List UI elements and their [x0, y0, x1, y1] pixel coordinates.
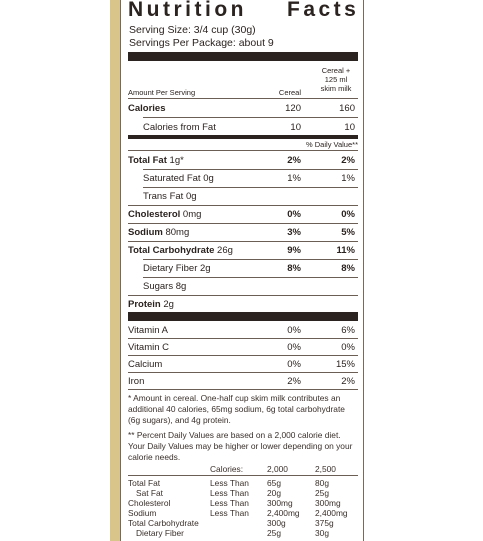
cholesterol-cereal-dv: 0%	[287, 209, 301, 220]
vitamin-a-cereal: 0%	[287, 325, 301, 336]
nutrient-name: Saturated Fat	[143, 173, 201, 184]
dv-row-name: Cholesterol	[128, 498, 171, 508]
dv-row-name: Sat Fat	[136, 488, 163, 498]
divider	[143, 169, 358, 170]
title-facts: Facts	[287, 0, 360, 21]
vitamin-c-cereal: 0%	[287, 342, 301, 353]
divider	[128, 241, 358, 242]
nutrient-amount: 26g	[217, 245, 233, 256]
col-header-milk-line3: skim milk	[320, 84, 352, 93]
nutrient-row-sodium	[128, 227, 189, 238]
nutrient-name: Trans Fat	[143, 191, 184, 202]
dv-row-2000: 300g	[267, 518, 286, 528]
iron-cereal: 2%	[287, 376, 301, 387]
nutrient-name: Total Fat	[128, 155, 167, 166]
dv-row-qualifier: Less Than	[210, 478, 249, 488]
divider	[128, 389, 358, 390]
calcium-milk: 15%	[335, 359, 355, 370]
nutrient-name: Sodium	[128, 227, 163, 238]
vitamin-a-label: Vitamin A	[128, 325, 168, 336]
iron-label: Iron	[128, 376, 145, 387]
total-carb-milk-dv: 11%	[336, 245, 355, 256]
dv-row-2500: 25g	[315, 488, 329, 498]
divider	[128, 372, 358, 373]
label-title	[128, 0, 360, 22]
col-header-milk-line1: Cereal +	[321, 66, 351, 75]
calories-cereal: 120	[285, 103, 301, 114]
nutrient-name: Total Carbohydrate	[128, 245, 215, 256]
divider	[128, 150, 358, 151]
dv-table-header-rule	[128, 475, 358, 476]
nutrient-amount: 8g	[175, 281, 187, 292]
footnote-cereal-amount: * Amount in cereal. One-half cup skim milk contributes an additional 40 calories, 65mg sodium, 6g total carbohydrate (6g sugars), and 4g protein.	[128, 393, 345, 425]
dv-row-2500: 2,400mg	[315, 508, 348, 518]
dv-row-2500: 300mg	[315, 498, 341, 508]
vitamin-c-milk: 0%	[341, 342, 355, 353]
nutrient-name: Protein	[128, 299, 161, 310]
sat-fat-cereal-dv: 1%	[287, 173, 301, 184]
nutrient-row-trans-fat	[143, 191, 197, 202]
nutrient-amount: 2g	[163, 299, 174, 310]
divider	[143, 117, 358, 118]
total-fat-cereal-dv: 2%	[287, 155, 301, 166]
divider	[128, 355, 358, 356]
nutrient-amount: 0mg	[182, 209, 202, 220]
dv-row-2500: 80g	[315, 478, 329, 488]
calories-fat-milk: 10	[344, 122, 355, 133]
dv-row-2000: 2,400mg	[267, 508, 300, 518]
nutrient-row-protein	[128, 299, 174, 310]
sodium-cereal-dv: 3%	[287, 227, 301, 238]
calories-fat-label: Calories from Fat	[143, 122, 216, 133]
dv-row-qualifier: Less Than	[210, 508, 249, 518]
dv-table-col-2500: 2,500	[315, 464, 336, 474]
dv-row-2000: 65g	[267, 478, 281, 488]
dv-row-2000: 300mg	[267, 498, 293, 508]
background-right	[362, 0, 483, 541]
dv-row-name: Total Fat	[128, 478, 161, 488]
calories-fat-cereal: 10	[290, 122, 301, 133]
dv-row-name: Sodium	[128, 508, 157, 518]
amount-per-serving-header: Amount Per Serving	[128, 88, 196, 97]
divider	[128, 338, 358, 339]
footnote-daily-values: ** Percent Daily Values are based on a 2,000 calorie diet. Your Daily Values may be higher or lower depending on your calorie needs.	[128, 430, 353, 462]
thick-divider	[128, 312, 358, 321]
nutrient-row-fiber	[143, 263, 211, 274]
total-fat-milk-dv: 2%	[341, 155, 355, 166]
nutrient-name: Cholesterol	[128, 209, 181, 220]
total-carb-cereal-dv: 9%	[287, 245, 301, 256]
nutrient-amount: 0g	[185, 191, 197, 202]
fiber-cereal-dv: 8%	[287, 263, 301, 274]
dv-row-2500: 375g	[315, 518, 334, 528]
nutrient-name: Dietary Fiber	[143, 263, 198, 274]
sodium-milk-dv: 5%	[341, 227, 355, 238]
divider	[128, 98, 358, 99]
nutrient-amount: 0g	[203, 173, 214, 184]
nutrient-amount: 2g	[200, 263, 211, 274]
nutrient-row-total-carb	[128, 245, 233, 256]
nutrient-name: Sugars	[143, 281, 174, 292]
divider	[128, 223, 358, 224]
calories-milk: 160	[339, 103, 355, 114]
divider	[143, 187, 358, 188]
title-nutrition: Nutrition	[128, 0, 247, 21]
dv-table-calories-label: Calories:	[210, 464, 244, 474]
dv-table-col-2000: 2,000	[267, 464, 288, 474]
dv-row-2000: 20g	[267, 488, 281, 498]
dv-row-qualifier: Less Than	[210, 498, 249, 508]
fiber-milk-dv: 8%	[341, 263, 355, 274]
sat-fat-milk-dv: 1%	[341, 173, 355, 184]
nutrient-amount: 80mg	[165, 227, 190, 238]
col-header-milk	[314, 66, 358, 93]
dv-row-2500: 30g	[315, 528, 329, 538]
cholesterol-milk-dv: 0%	[341, 209, 355, 220]
thick-divider	[128, 52, 358, 61]
nutrient-row-total-fat	[128, 155, 184, 166]
vitamin-c-label: Vitamin C	[128, 342, 170, 353]
dv-row-qualifier: Less Than	[210, 488, 249, 498]
calories-label: Calories	[128, 103, 166, 114]
divider	[143, 277, 358, 278]
nutrient-row-cholesterol	[128, 209, 201, 220]
dv-row-name: Total Carbohydrate	[128, 518, 199, 528]
nutrient-row-sat-fat	[143, 173, 214, 184]
nutrient-row-sugars	[143, 281, 186, 292]
medium-divider	[128, 135, 358, 139]
vitamin-a-milk: 6%	[341, 325, 355, 336]
dv-row-name: Dietary Fiber	[136, 528, 184, 538]
col-header-cereal: Cereal	[278, 88, 301, 97]
dv-row-2000: 25g	[267, 528, 281, 538]
iron-milk: 2%	[341, 376, 355, 387]
daily-value-header: % Daily Value**	[306, 140, 358, 149]
calcium-label: Calcium	[128, 359, 163, 370]
divider	[128, 295, 358, 296]
nutrient-amount: 1g*	[169, 155, 184, 166]
divider	[143, 259, 358, 260]
col-header-milk-line2: 125 ml	[324, 75, 348, 84]
package-edge-strip	[110, 0, 120, 541]
calcium-cereal: 0%	[287, 359, 301, 370]
divider	[128, 205, 358, 206]
nutrition-facts-label	[120, 0, 364, 541]
serving-size: Serving Size: 3/4 cup (30g)	[129, 24, 256, 36]
servings-per-package: Servings Per Package: about 9	[129, 37, 274, 49]
